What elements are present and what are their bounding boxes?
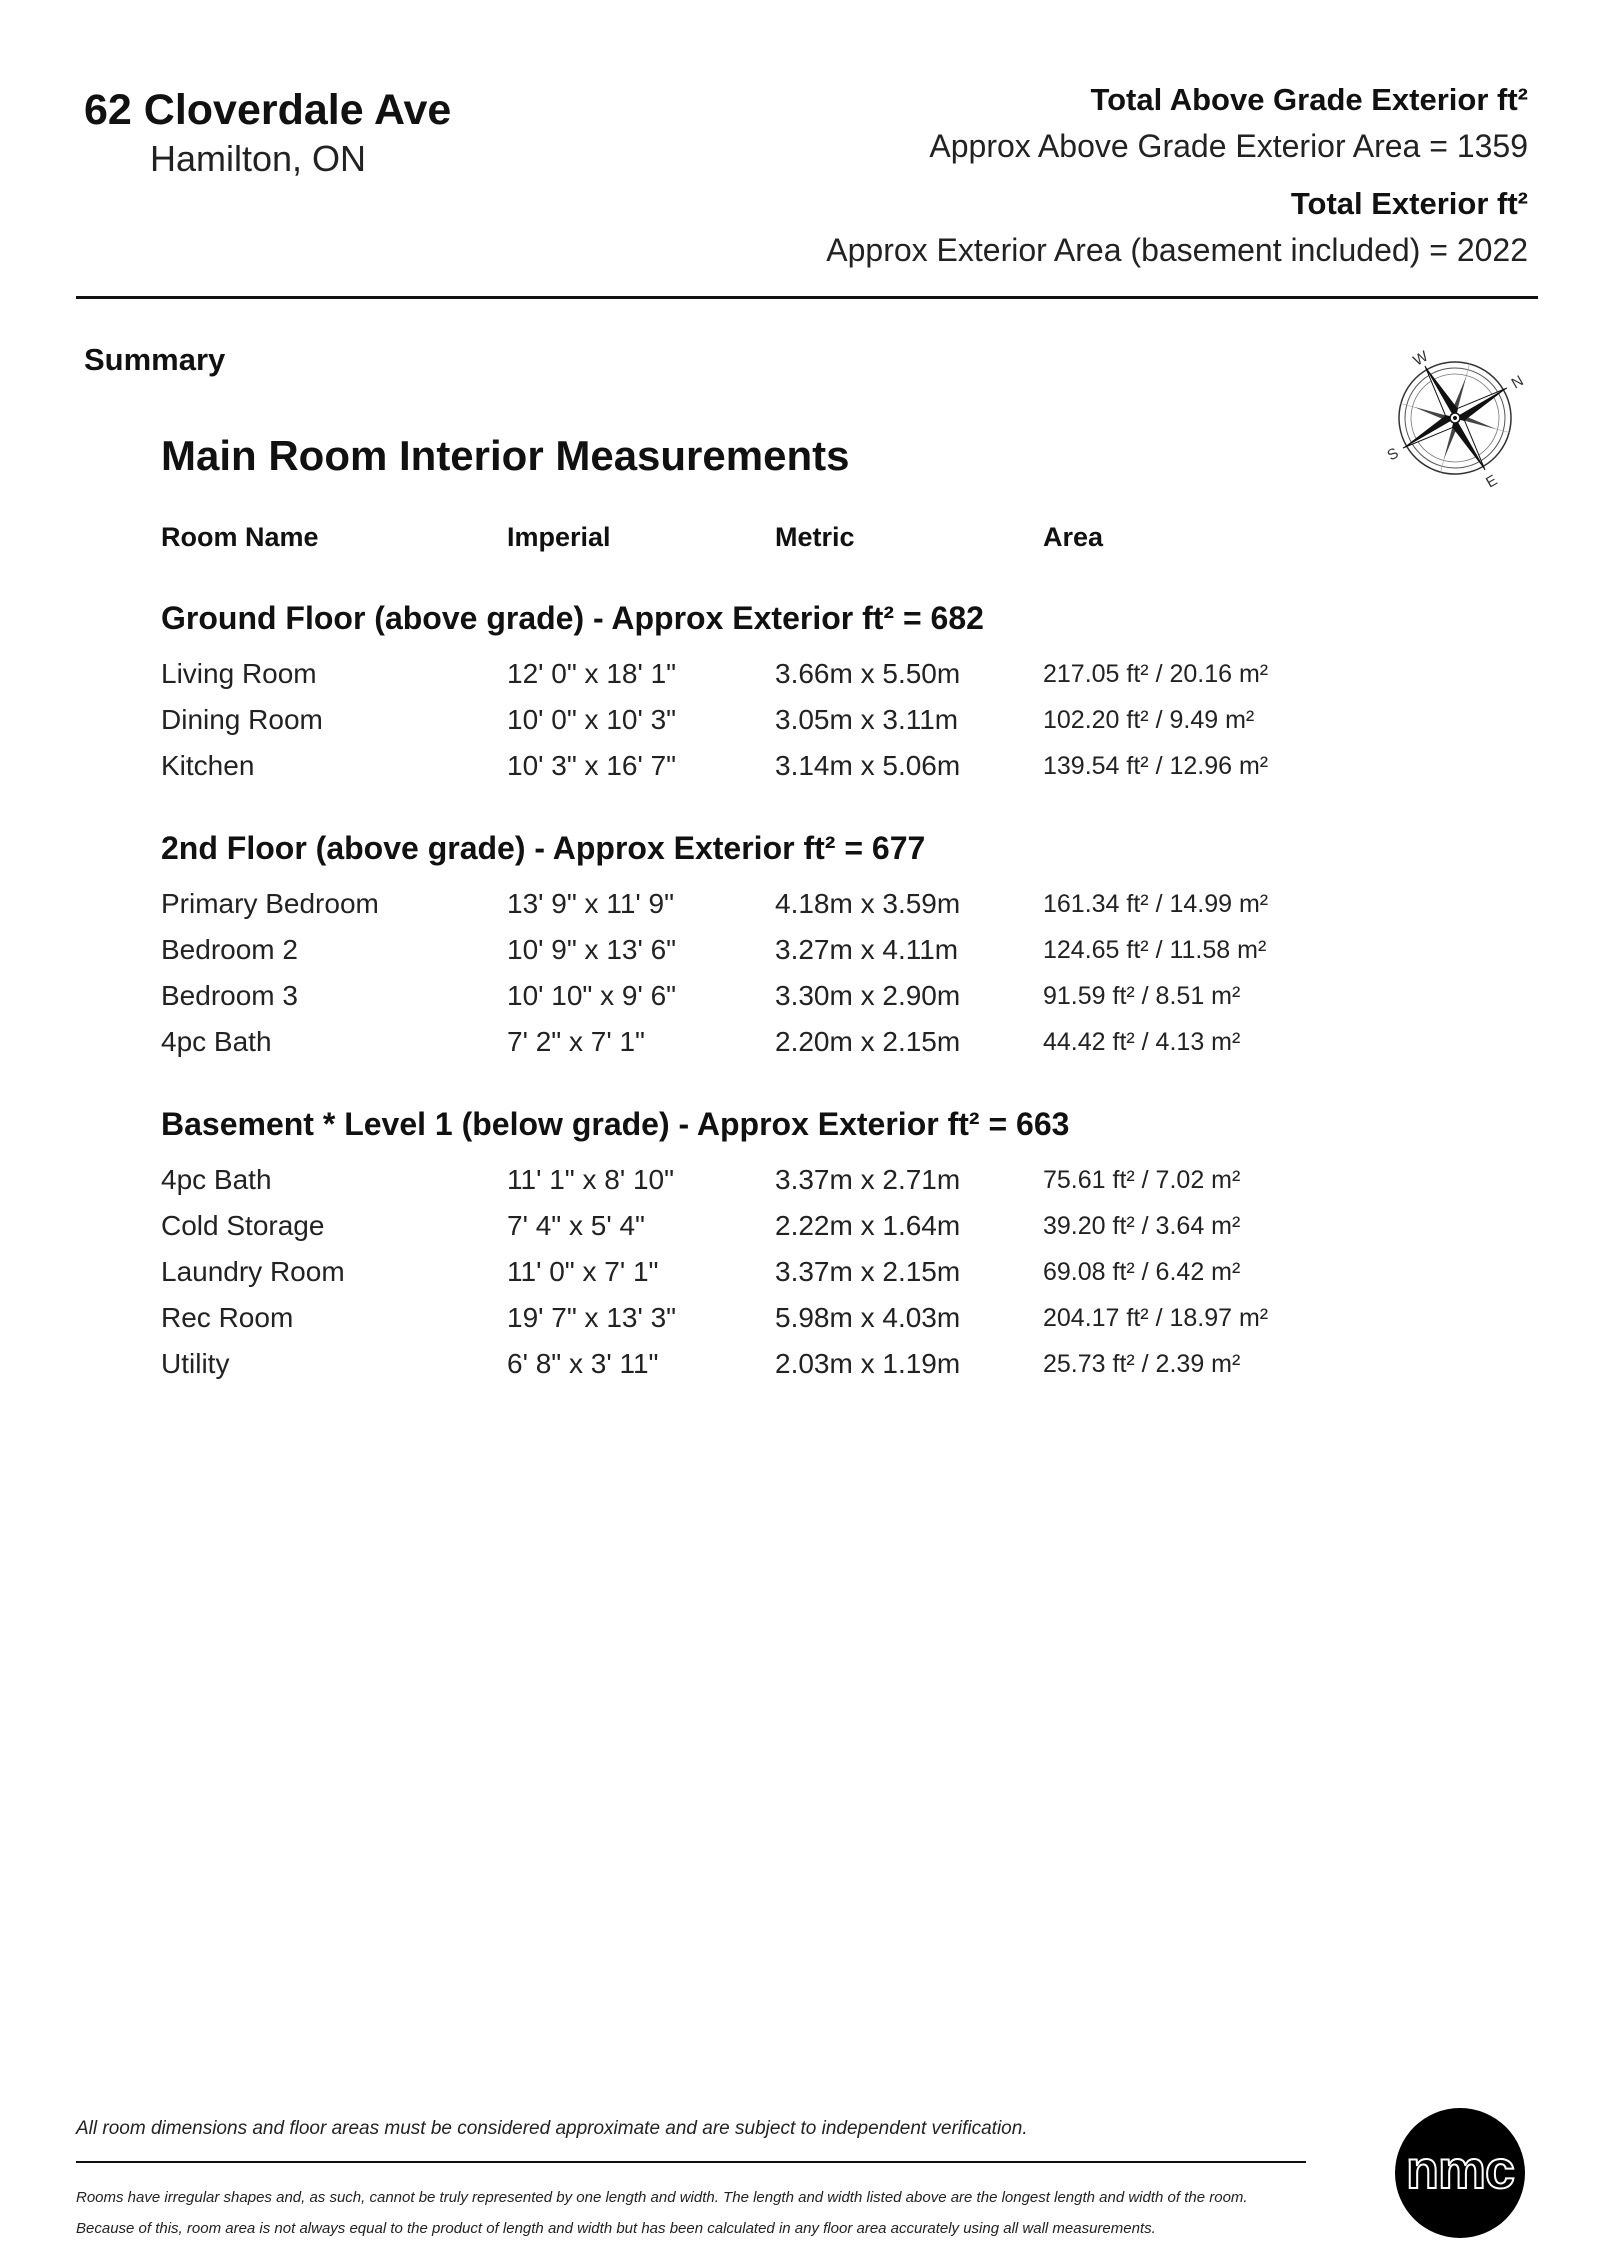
room-metric: 3.66m x 5.50m [775, 658, 961, 689]
above-grade-area: Approx Above Grade Exterior Area = 1359 [929, 128, 1528, 164]
footer-disclaimer: All room dimensions and floor areas must be considered approximate and are subject to independent verification. [76, 2118, 1028, 2139]
address-city: Hamilton, ON [150, 138, 367, 179]
room-metric: 3.30m x 2.90m [775, 980, 961, 1011]
total-exterior-area: Approx Exterior Area (basement included) = 2022 [826, 232, 1528, 268]
compass-icon [1370, 330, 1540, 500]
room-name: Dining Room [161, 704, 323, 735]
room-area: 161.34 ft² / 14.99 m² [1043, 890, 1269, 918]
room-name: Laundry Room [161, 1256, 345, 1287]
room-imperial: 10' 9" x 13' 6" [507, 934, 677, 965]
room-area: 124.65 ft² / 11.58 m² [1043, 936, 1267, 964]
summary-label: Summary [84, 342, 226, 377]
room-name: Kitchen [161, 750, 255, 781]
room-metric: 2.20m x 2.15m [775, 1026, 961, 1057]
room-area: 44.42 ft² / 4.13 m² [1043, 1028, 1241, 1056]
room-area: 204.17 ft² / 18.97 m² [1043, 1304, 1269, 1332]
room-metric: 3.37m x 2.15m [775, 1256, 961, 1287]
room-imperial: 12' 0" x 18' 1" [507, 658, 677, 689]
footer-notes [76, 2182, 1248, 2244]
above-grade-title: Total Above Grade Exterior ft² [1090, 82, 1528, 117]
section-title-basement: Basement * Level 1 (below grade) - Approx Exterior ft² = 663 [161, 1106, 1070, 1142]
room-imperial: 7' 2" x 7' 1" [507, 1026, 645, 1057]
room-area: 102.20 ft² / 9.49 m² [1043, 706, 1255, 734]
footer-divider [76, 2161, 1306, 2163]
footer-note-line-1: Rooms have irregular shapes and, as such, cannot be truly represented by one length and width. The length and width listed above are the longest length and width of the room. [76, 2189, 1248, 2206]
compass-north-label: N [1508, 372, 1527, 393]
room-imperial: 11' 1" x 8' 10" [507, 1164, 675, 1195]
main-title: Main Room Interior Measurements [161, 432, 850, 479]
room-area: 217.05 ft² / 20.16 m² [1043, 660, 1269, 688]
section-title-second-floor: 2nd Floor (above grade) - Approx Exterior ft² = 677 [161, 830, 926, 866]
nmc-logo [1395, 2108, 1525, 2238]
column-header-area: Area [1043, 522, 1104, 552]
room-metric: 4.18m x 3.59m [775, 888, 961, 919]
column-header-room: Room Name [161, 522, 319, 552]
room-area: 91.59 ft² / 8.51 m² [1043, 982, 1241, 1010]
room-metric: 2.22m x 1.64m [775, 1210, 961, 1241]
compass-east-label: E [1483, 471, 1501, 492]
room-area: 139.54 ft² / 12.96 m² [1043, 752, 1269, 780]
logo-text: nmc [1405, 2140, 1515, 2200]
room-name: Cold Storage [161, 1210, 325, 1241]
room-area: 69.08 ft² / 6.42 m² [1043, 1258, 1241, 1286]
room-metric: 2.03m x 1.19m [775, 1348, 961, 1379]
room-metric: 3.14m x 5.06m [775, 750, 961, 781]
total-exterior-title: Total Exterior ft² [1290, 186, 1528, 221]
section-title-ground-floor: Ground Floor (above grade) - Approx Exterior ft² = 682 [161, 600, 984, 636]
room-imperial: 13' 9" x 11' 9" [507, 888, 675, 919]
room-metric: 5.98m x 4.03m [775, 1302, 961, 1333]
room-area: 25.73 ft² / 2.39 m² [1043, 1350, 1241, 1378]
room-area: 39.20 ft² / 3.64 m² [1043, 1212, 1241, 1240]
room-name: Utility [161, 1348, 230, 1379]
room-imperial: 7' 4" x 5' 4" [507, 1210, 645, 1241]
room-name: Bedroom 3 [161, 980, 298, 1011]
header-divider [76, 296, 1538, 299]
room-imperial: 19' 7" x 13' 3" [507, 1302, 677, 1333]
room-metric: 3.27m x 4.11m [775, 934, 959, 965]
room-name: 4pc Bath [161, 1026, 272, 1057]
room-name: 4pc Bath [161, 1164, 272, 1195]
room-imperial: 10' 10" x 9' 6" [507, 980, 677, 1011]
compass-west-label: W [1410, 347, 1432, 370]
room-imperial: 10' 0" x 10' 3" [507, 704, 677, 735]
column-header-imperial: Imperial [507, 522, 611, 552]
room-name: Living Room [161, 658, 317, 689]
column-header-metric: Metric [775, 522, 855, 552]
room-metric: 3.05m x 3.11m [775, 704, 959, 735]
room-imperial: 10' 3" x 16' 7" [507, 750, 677, 781]
room-area: 75.61 ft² / 7.02 m² [1043, 1166, 1241, 1194]
compass-south-label: S [1384, 444, 1402, 465]
address-street: 62 Cloverdale Ave [84, 86, 452, 134]
room-name: Bedroom 2 [161, 934, 298, 965]
footer-note-line-2: Because of this, room area is not always equal to the product of length and width but has been calculated in any floor area accurately using all wall measurements. [76, 2220, 1156, 2237]
room-imperial: 11' 0" x 7' 1" [507, 1256, 659, 1287]
room-metric: 3.37m x 2.71m [775, 1164, 961, 1195]
room-name: Primary Bedroom [161, 888, 379, 919]
totals-block [826, 78, 1528, 274]
room-imperial: 6' 8" x 3' 11" [507, 1348, 659, 1379]
room-name: Rec Room [161, 1302, 294, 1333]
